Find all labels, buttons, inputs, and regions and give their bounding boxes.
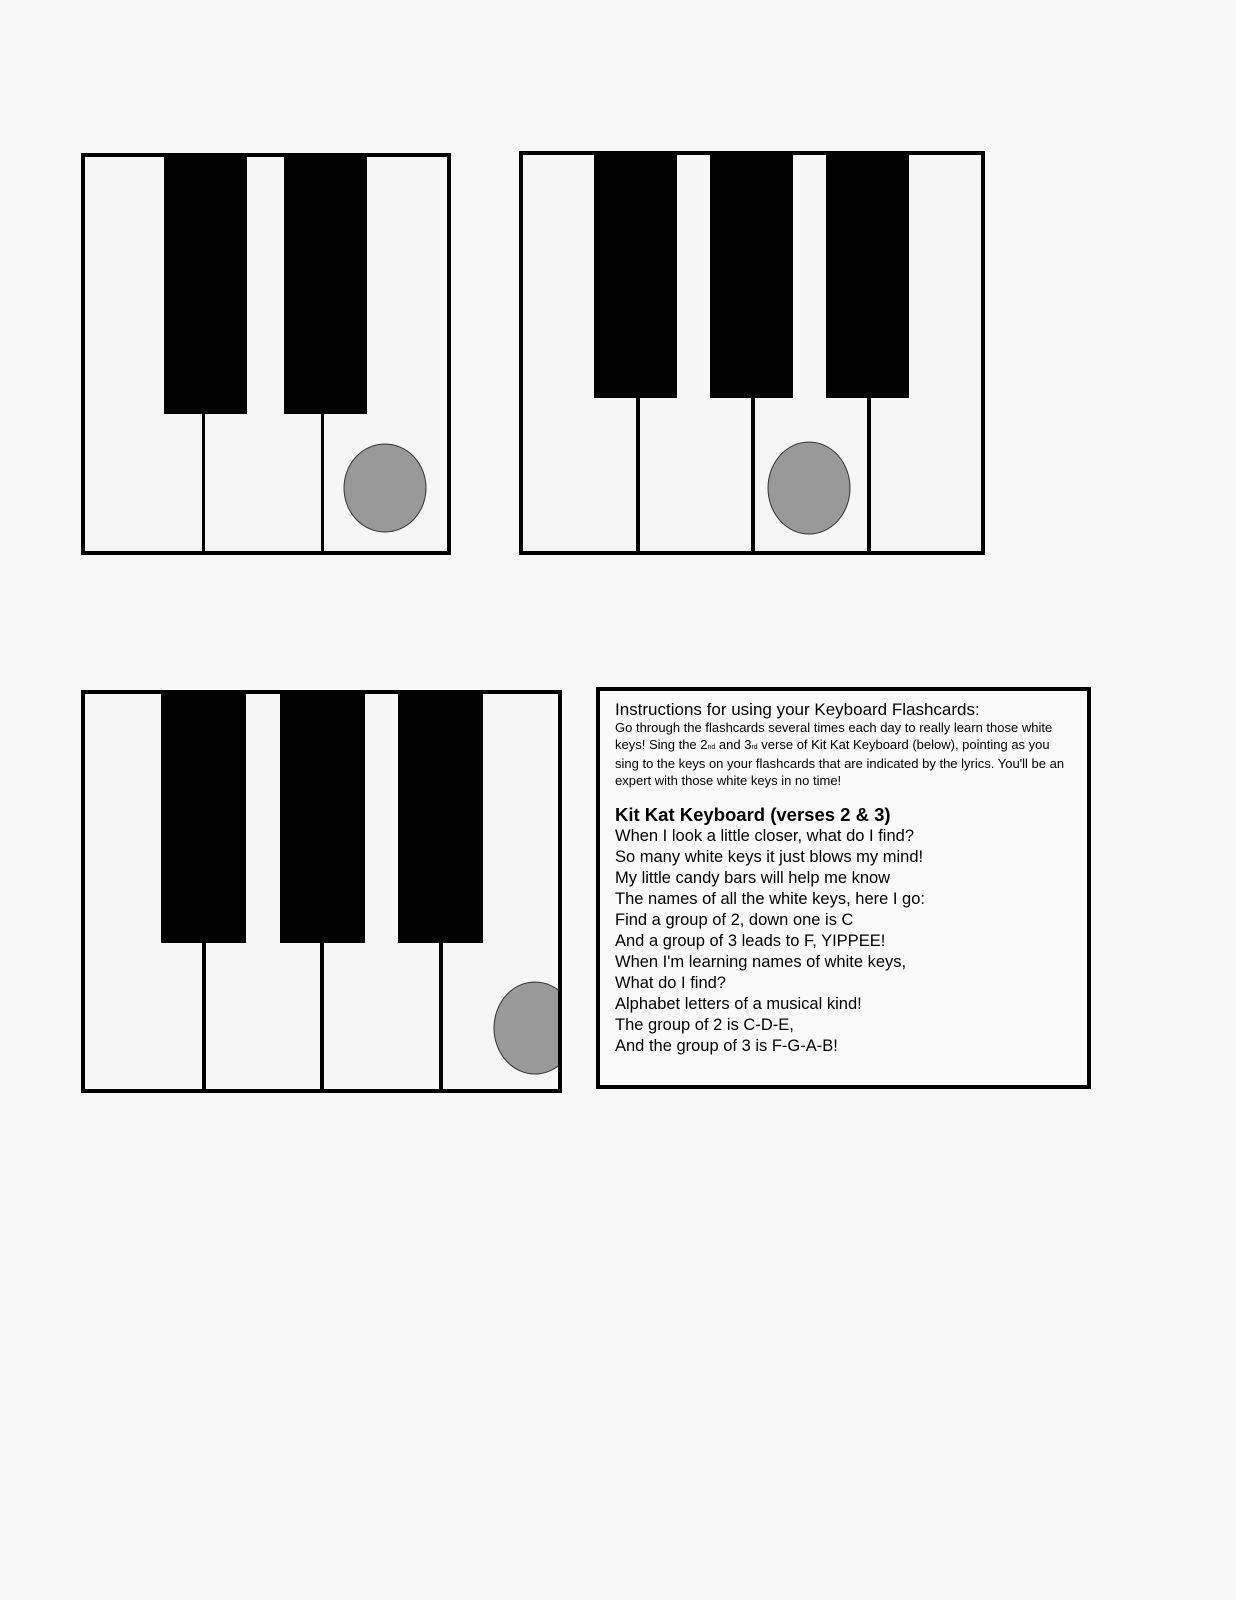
black-key — [594, 155, 677, 398]
lyric-line: When I look a little closer, what do I find? — [615, 827, 914, 845]
song-lyrics — [615, 826, 1073, 1057]
keyboard-diagram — [85, 694, 558, 1089]
key-divider — [321, 407, 324, 551]
key-divider — [636, 390, 640, 551]
key-divider — [439, 939, 443, 1089]
lyric-line: Alphabet letters of a musical kind! — [615, 995, 862, 1013]
instructions-text — [615, 720, 1073, 789]
keyboard-diagram — [523, 155, 981, 551]
black-key — [826, 155, 909, 398]
instructions-text-part: verse of Kit Kat Keyboard (below), pointing as you sing to the keys on your flashcards that are indicated by the lyrics. You'll be an expert with those white keys in no time! — [615, 736, 1065, 788]
marker-dot — [344, 444, 426, 532]
instructions-card — [596, 687, 1091, 1089]
lyric-line: And a group of 3 leads to F, YIPPEE! — [615, 932, 886, 950]
black-key — [710, 155, 793, 398]
lyric-line: And the group of 3 is F-G-A-B! — [615, 1037, 838, 1055]
key-divider — [202, 939, 206, 1089]
black-key — [284, 157, 367, 414]
marker-dot — [768, 442, 850, 534]
ordinal-suffix: nd — [707, 743, 716, 751]
instructions-text-part: and 3 — [715, 736, 752, 752]
flashcard-two-black-keys — [81, 153, 451, 555]
lyric-line: The names of all the white keys, here I go: — [615, 890, 925, 908]
lyric-line: What do I find? — [615, 974, 726, 992]
ordinal-suffix: rd — [751, 743, 758, 751]
lyric-line: When I'm learning names of white keys, — [615, 953, 907, 971]
black-key — [164, 157, 247, 414]
key-divider — [867, 390, 871, 551]
lyric-line: Find a group of 2, down one is C — [615, 911, 854, 929]
black-key — [280, 694, 365, 943]
black-key — [398, 694, 483, 943]
lyric-line: The group of 2 is C-D-E, — [615, 1016, 794, 1034]
song-title: Kit Kat Keyboard (verses 2 & 3) — [615, 804, 891, 825]
instructions-text-part: Go through the flashcards several times each day to really learn those white keys! Sing the 2 — [615, 720, 1053, 752]
key-divider — [751, 390, 755, 551]
flashcard-three-black-keys-b — [81, 690, 562, 1093]
black-key — [161, 694, 246, 943]
lyric-line: My little candy bars will help me know — [615, 869, 891, 887]
instructions-title: Instructions for using your Keyboard Flashcards: — [615, 700, 980, 719]
key-divider — [202, 407, 205, 551]
flashcard-three-black-keys — [519, 151, 985, 555]
keyboard-diagram — [85, 157, 447, 551]
lyric-line: So many white keys it just blows my mind! — [615, 848, 924, 866]
key-divider — [320, 939, 324, 1089]
